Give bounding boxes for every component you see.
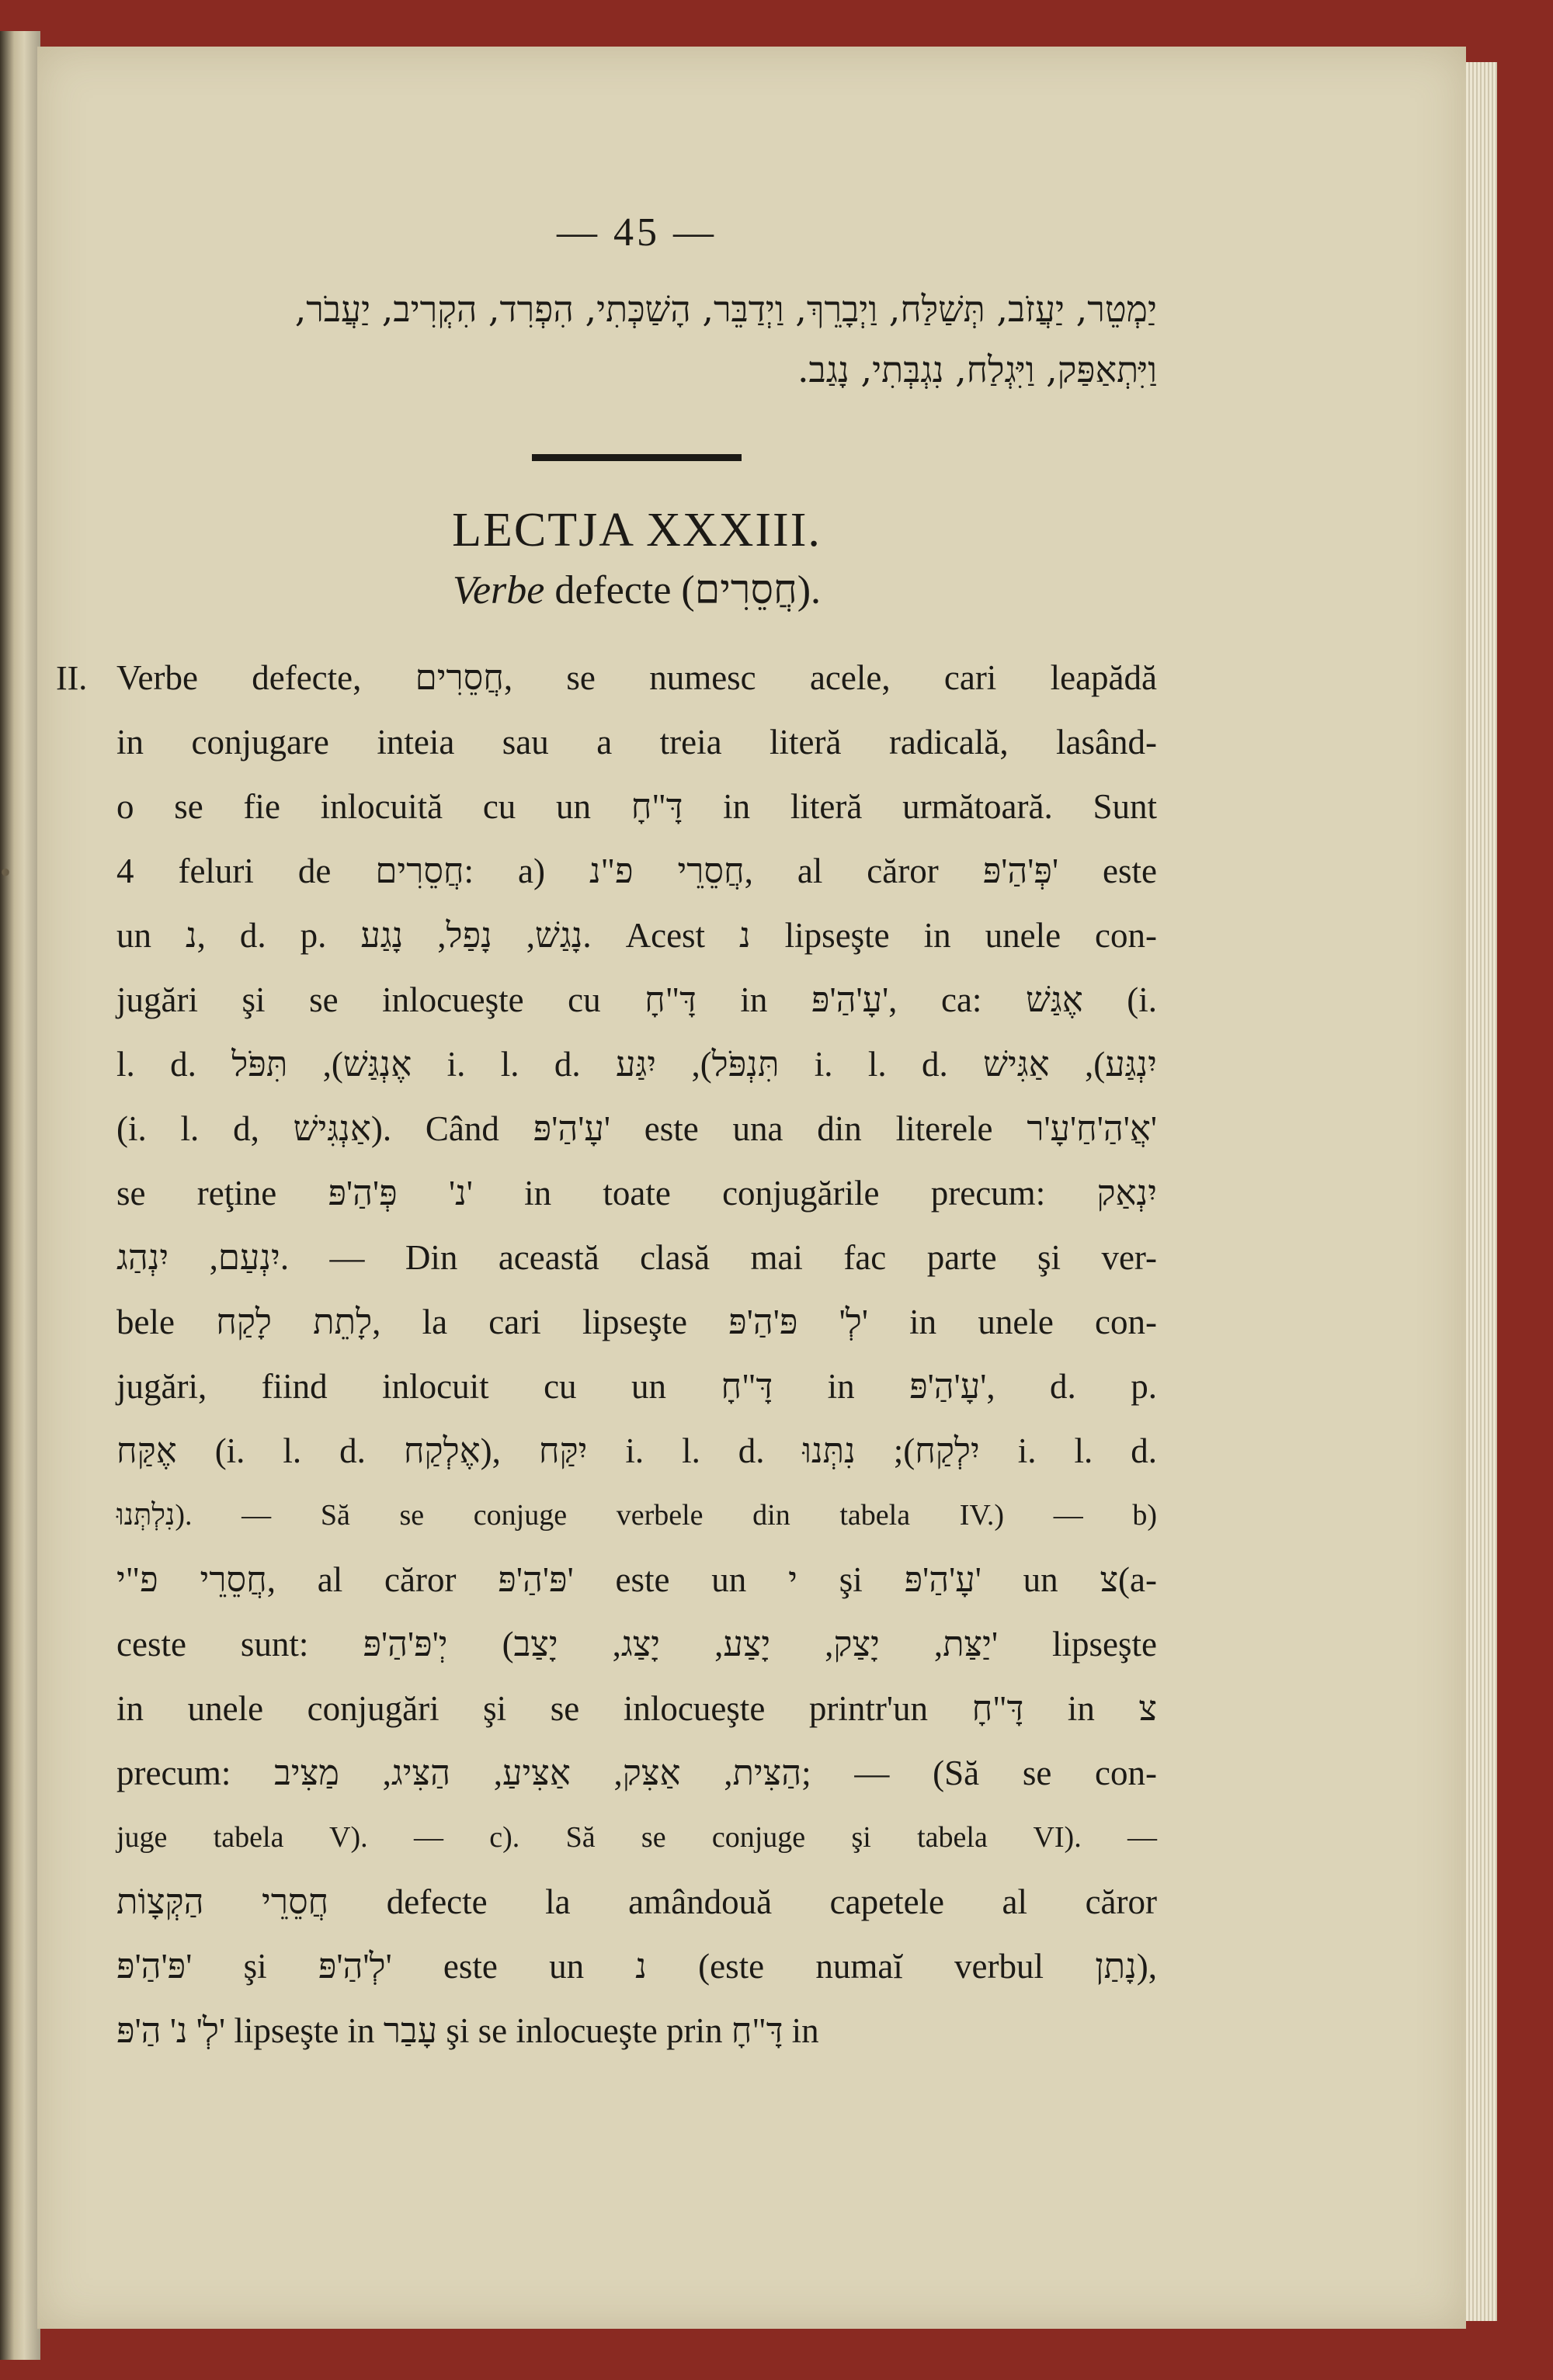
margin-mark: •	[0, 855, 12, 890]
book-spine	[0, 31, 40, 2360]
page-edges	[1466, 62, 1497, 2321]
body-line: in unele conjugări şi se inlocueşte printr'un דָּ"חָ in צ	[116, 1689, 1157, 1728]
lesson-subtitle	[116, 567, 1157, 613]
hebrew-word-list	[116, 279, 1157, 400]
body-line: יִנְעַם, יִנְהַג. — Din această clasă mai fac parte şi ver-	[116, 1238, 1158, 1277]
body-line: l. d. אֶנְגַּשׁ), תִּפֹּל i. l. d. תִּנְפֹּל), יִגַּע i. l. d. יִנְגַּע), אַגִּישׁ	[116, 1045, 1157, 1084]
body-line: precum: הַצִּית, אַצִּק, אַצִּיעַ, הַצִּיג, מַצִּיב; — (Să se con-	[116, 1754, 1157, 1792]
body-line: נִלְתְּנוּ). — Să se conjuge verbele din tabela IV.) — b)	[116, 1499, 1157, 1532]
body-line: Verbe defecte, חֲסֵרִים, se numesc acele, cari leapădă	[116, 658, 1157, 697]
paragraph-number: II.	[56, 659, 88, 697]
page-number: — 45 —	[557, 210, 717, 255]
subtitle-italic: Verbe	[452, 568, 545, 612]
body-line: in conjugare inteia sau a treia literă radicală, lasând-	[116, 723, 1157, 762]
hebrew-line: וַיִּתְאַפַּק, וַיִּגְלַח, נִגְבְּתִי, נָגַב.	[797, 349, 1157, 390]
body-line: פּ'הַ'פּ' şi לְ'הַ'פּ' este un נ (este numaĭ verbul נָתַן),	[116, 1947, 1158, 1986]
lesson-body	[0, 646, 1158, 2063]
body-line: un נ, d. p. נָגַשׁ, נָפַל, נָגַע. Acest נ lipseşte in unele con-	[116, 916, 1158, 955]
body-line: (i. l. d, אַנְגִּישׁ). Când עָ'הַ'פּ' este una din literele אֲ'הַ'חַ'עָ'ר'	[116, 1109, 1157, 1148]
body-line: 4 feluri de חֲסֵרִים: a) חֲסֵרֵי פ"נ, al căror פְּ'הַ'פּ' este	[116, 852, 1157, 890]
page-content	[0, 210, 1158, 2063]
subtitle-rest: defecte (חֲסֵרִים).	[554, 568, 822, 612]
body-line: חֲסֵרֵי הַקְּצָוֹת defecte la amândouă capetele al căror	[116, 1882, 1157, 1921]
body-line: jugări, fiind inlocuit cu un דָּ"חָ in עָ'הַ'פּ', d. p.	[116, 1367, 1157, 1406]
body-line: se reţine נ' פְּ'הַ'פּ' in toate conjugările precum: יִנְאַק	[116, 1174, 1157, 1213]
body-line: jugări şi se inlocueşte cu דָּ"חָ in עָ'הַ'פּ', ca: אֶגַּשׁ (i.	[116, 980, 1157, 1019]
body-line: juge tabela V). — c). Să se conjuge şi tabela VI). —	[116, 1821, 1157, 1854]
body-line: לְ' נ' הַ'פּ' lipseşte in עָבַר şi se inlocueşte prin דָּ"חָ in	[116, 2011, 819, 2050]
body-line: אֶקַּח (i. l. d. אֶלְקַח), יִקַּח i. l. d. יִלְקַח); נִתְּנוּ i. l. d.	[116, 1431, 1157, 1470]
body-line: ceste sunt: יַצַּת, יָצַק, יָצַע, יָצַג, יָצַב) יְ'פּ'הַ'פּ' lipseşte	[116, 1625, 1158, 1664]
lesson-title: LECTJA XXXIII.	[452, 504, 822, 557]
hebrew-line: יַמְטֵר, יַעֲזֹב, תְּשַׁלַּח, וַיְבָרֵךְ, וַיְדַבֵּר, הָשַׁכְּתִי, הִפְרִד, הִקְרִיב, יַעֲבֹר,	[294, 288, 1157, 330]
body-line: bele לָתֵת לָקַח, la cari lipseşte לְ' פּ'הַ'פּ' in unele con-	[116, 1303, 1158, 1341]
section-divider	[532, 454, 742, 461]
body-line: חֲסֵרֵי פ"י, al căror פּ'הַ'פּ' este un י şi עָ'הַ'פּ' un צ(a-	[116, 1560, 1157, 1599]
body-line: o se fie inlocuită cu un דָּ"חָ in literă următoară. Sunt	[116, 787, 1157, 826]
